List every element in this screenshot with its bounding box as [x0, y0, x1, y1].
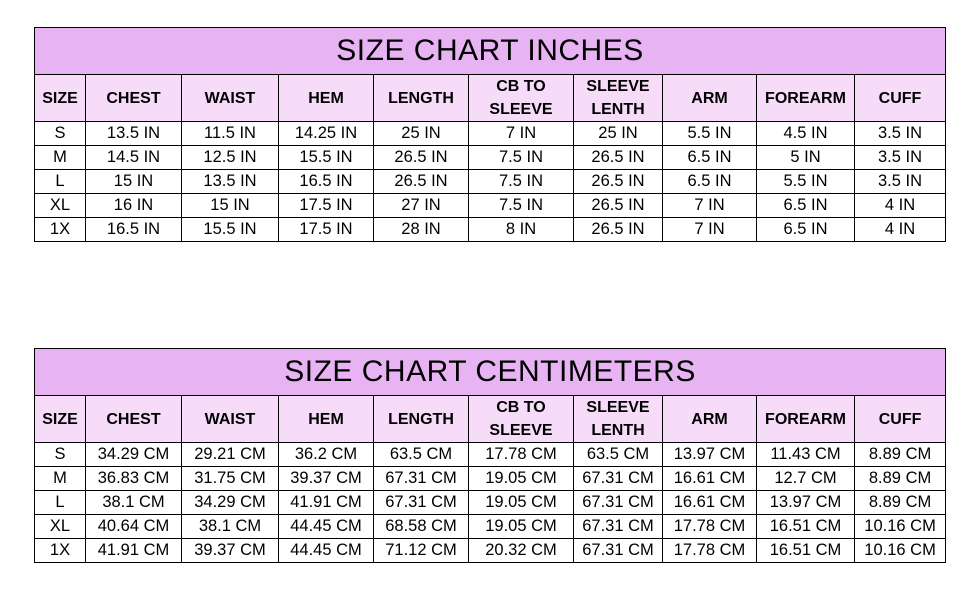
measurement-cell: 39.37 CM — [182, 539, 279, 563]
column-header: HEM — [279, 75, 374, 122]
measurement-cell: 17.78 CM — [469, 443, 574, 467]
size-table — [34, 27, 946, 242]
column-header: CHEST — [86, 396, 182, 443]
measurement-cell: 17.78 CM — [663, 515, 757, 539]
size-label-cell: L — [35, 170, 86, 194]
measurement-cell: 13.5 IN — [86, 122, 182, 146]
measurement-cell: 16.5 IN — [86, 218, 182, 242]
measurement-cell: 6.5 IN — [663, 170, 757, 194]
table-row — [35, 491, 946, 515]
table-row — [35, 467, 946, 491]
measurement-cell: 44.45 CM — [279, 539, 374, 563]
table-row — [35, 122, 946, 146]
column-header: CUFF — [855, 75, 946, 122]
size-chart-centimeters — [34, 348, 945, 563]
measurement-cell: 13.97 CM — [757, 491, 855, 515]
measurement-cell: 7.5 IN — [469, 170, 574, 194]
measurement-cell: 63.5 CM — [574, 443, 663, 467]
measurement-cell: 34.29 CM — [86, 443, 182, 467]
column-header: CB TO SLEEVE — [469, 75, 574, 122]
measurement-cell: 67.31 CM — [574, 539, 663, 563]
measurement-cell: 4.5 IN — [757, 122, 855, 146]
measurement-cell: 19.05 CM — [469, 467, 574, 491]
size-label-cell: XL — [35, 194, 86, 218]
column-header: SIZE — [35, 396, 86, 443]
table-row — [35, 170, 946, 194]
measurement-cell: 15 IN — [86, 170, 182, 194]
measurement-cell: 25 IN — [374, 122, 469, 146]
measurement-cell: 3.5 IN — [855, 146, 946, 170]
measurement-cell: 67.31 CM — [374, 491, 469, 515]
size-label-cell: L — [35, 491, 86, 515]
measurement-cell: 7 IN — [663, 218, 757, 242]
table-row — [35, 515, 946, 539]
measurement-cell: 44.45 CM — [279, 515, 374, 539]
measurement-cell: 6.5 IN — [757, 218, 855, 242]
size-label-cell: 1X — [35, 218, 86, 242]
size-label-cell: S — [35, 122, 86, 146]
measurement-cell: 36.2 CM — [279, 443, 374, 467]
measurement-cell: 71.12 CM — [374, 539, 469, 563]
column-header: CHEST — [86, 75, 182, 122]
measurement-cell: 39.37 CM — [279, 467, 374, 491]
table-row — [35, 443, 946, 467]
measurement-cell: 29.21 CM — [182, 443, 279, 467]
measurement-cell: 19.05 CM — [469, 515, 574, 539]
table-row — [35, 194, 946, 218]
column-header: SLEEVE LENTH — [574, 75, 663, 122]
measurement-cell: 7 IN — [663, 194, 757, 218]
size-label-cell: M — [35, 146, 86, 170]
measurement-cell: 67.31 CM — [574, 515, 663, 539]
measurement-cell: 63.5 CM — [374, 443, 469, 467]
measurement-cell: 6.5 IN — [757, 194, 855, 218]
measurement-cell: 8.89 CM — [855, 443, 946, 467]
measurement-cell: 8.89 CM — [855, 467, 946, 491]
table-title: SIZE CHART INCHES — [35, 28, 946, 75]
measurement-cell: 4 IN — [855, 218, 946, 242]
column-header: ARM — [663, 396, 757, 443]
measurement-cell: 7 IN — [469, 122, 574, 146]
column-header: CUFF — [855, 396, 946, 443]
measurement-cell: 15.5 IN — [182, 218, 279, 242]
column-header: WAIST — [182, 75, 279, 122]
measurement-cell: 16 IN — [86, 194, 182, 218]
column-header: SIZE — [35, 75, 86, 122]
measurement-cell: 5.5 IN — [757, 170, 855, 194]
column-header: ARM — [663, 75, 757, 122]
size-label-cell: M — [35, 467, 86, 491]
measurement-cell: 36.83 CM — [86, 467, 182, 491]
measurement-cell: 3.5 IN — [855, 170, 946, 194]
measurement-cell: 16.61 CM — [663, 467, 757, 491]
table-title: SIZE CHART CENTIMETERS — [35, 349, 946, 396]
measurement-cell: 14.25 IN — [279, 122, 374, 146]
measurement-cell: 26.5 IN — [574, 146, 663, 170]
measurement-cell: 13.97 CM — [663, 443, 757, 467]
table-row — [35, 539, 946, 563]
measurement-cell: 11.43 CM — [757, 443, 855, 467]
measurement-cell: 16.51 CM — [757, 539, 855, 563]
header-row — [35, 75, 946, 122]
table-row — [35, 218, 946, 242]
measurement-cell: 31.75 CM — [182, 467, 279, 491]
measurement-cell: 26.5 IN — [374, 146, 469, 170]
measurement-cell: 8 IN — [469, 218, 574, 242]
measurement-cell: 15.5 IN — [279, 146, 374, 170]
column-header: WAIST — [182, 396, 279, 443]
measurement-cell: 41.91 CM — [279, 491, 374, 515]
measurement-cell: 14.5 IN — [86, 146, 182, 170]
measurement-cell: 19.05 CM — [469, 491, 574, 515]
measurement-cell: 10.16 CM — [855, 539, 946, 563]
measurement-cell: 5 IN — [757, 146, 855, 170]
measurement-cell: 8.89 CM — [855, 491, 946, 515]
measurement-cell: 27 IN — [374, 194, 469, 218]
measurement-cell: 67.31 CM — [374, 467, 469, 491]
measurement-cell: 6.5 IN — [663, 146, 757, 170]
column-header: FOREARM — [757, 396, 855, 443]
size-table — [34, 348, 946, 563]
measurement-cell: 16.61 CM — [663, 491, 757, 515]
measurement-cell: 68.58 CM — [374, 515, 469, 539]
measurement-cell: 17.5 IN — [279, 194, 374, 218]
measurement-cell: 11.5 IN — [182, 122, 279, 146]
measurement-cell: 34.29 CM — [182, 491, 279, 515]
measurement-cell: 26.5 IN — [374, 170, 469, 194]
measurement-cell: 12.5 IN — [182, 146, 279, 170]
measurement-cell: 15 IN — [182, 194, 279, 218]
measurement-cell: 38.1 CM — [182, 515, 279, 539]
column-header: LENGTH — [374, 396, 469, 443]
table-body — [35, 122, 946, 242]
measurement-cell: 26.5 IN — [574, 194, 663, 218]
measurement-cell: 10.16 CM — [855, 515, 946, 539]
measurement-cell: 5.5 IN — [663, 122, 757, 146]
column-header: CB TO SLEEVE — [469, 396, 574, 443]
column-header: LENGTH — [374, 75, 469, 122]
size-label-cell: S — [35, 443, 86, 467]
measurement-cell: 13.5 IN — [182, 170, 279, 194]
measurement-cell: 16.5 IN — [279, 170, 374, 194]
measurement-cell: 40.64 CM — [86, 515, 182, 539]
measurement-cell: 16.51 CM — [757, 515, 855, 539]
measurement-cell: 17.5 IN — [279, 218, 374, 242]
column-header: FOREARM — [757, 75, 855, 122]
measurement-cell: 38.1 CM — [86, 491, 182, 515]
size-label-cell: XL — [35, 515, 86, 539]
size-chart-inches — [34, 27, 945, 242]
measurement-cell: 28 IN — [374, 218, 469, 242]
measurement-cell: 41.91 CM — [86, 539, 182, 563]
table-row — [35, 146, 946, 170]
measurement-cell: 26.5 IN — [574, 218, 663, 242]
measurement-cell: 26.5 IN — [574, 170, 663, 194]
column-header: SLEEVE LENTH — [574, 396, 663, 443]
measurement-cell: 20.32 CM — [469, 539, 574, 563]
measurement-cell: 3.5 IN — [855, 122, 946, 146]
measurement-cell: 4 IN — [855, 194, 946, 218]
measurement-cell: 7.5 IN — [469, 146, 574, 170]
table-body — [35, 443, 946, 563]
measurement-cell: 12.7 CM — [757, 467, 855, 491]
header-row — [35, 396, 946, 443]
size-label-cell: 1X — [35, 539, 86, 563]
measurement-cell: 67.31 CM — [574, 467, 663, 491]
measurement-cell: 25 IN — [574, 122, 663, 146]
measurement-cell: 67.31 CM — [574, 491, 663, 515]
measurement-cell: 17.78 CM — [663, 539, 757, 563]
measurement-cell: 7.5 IN — [469, 194, 574, 218]
column-header: HEM — [279, 396, 374, 443]
